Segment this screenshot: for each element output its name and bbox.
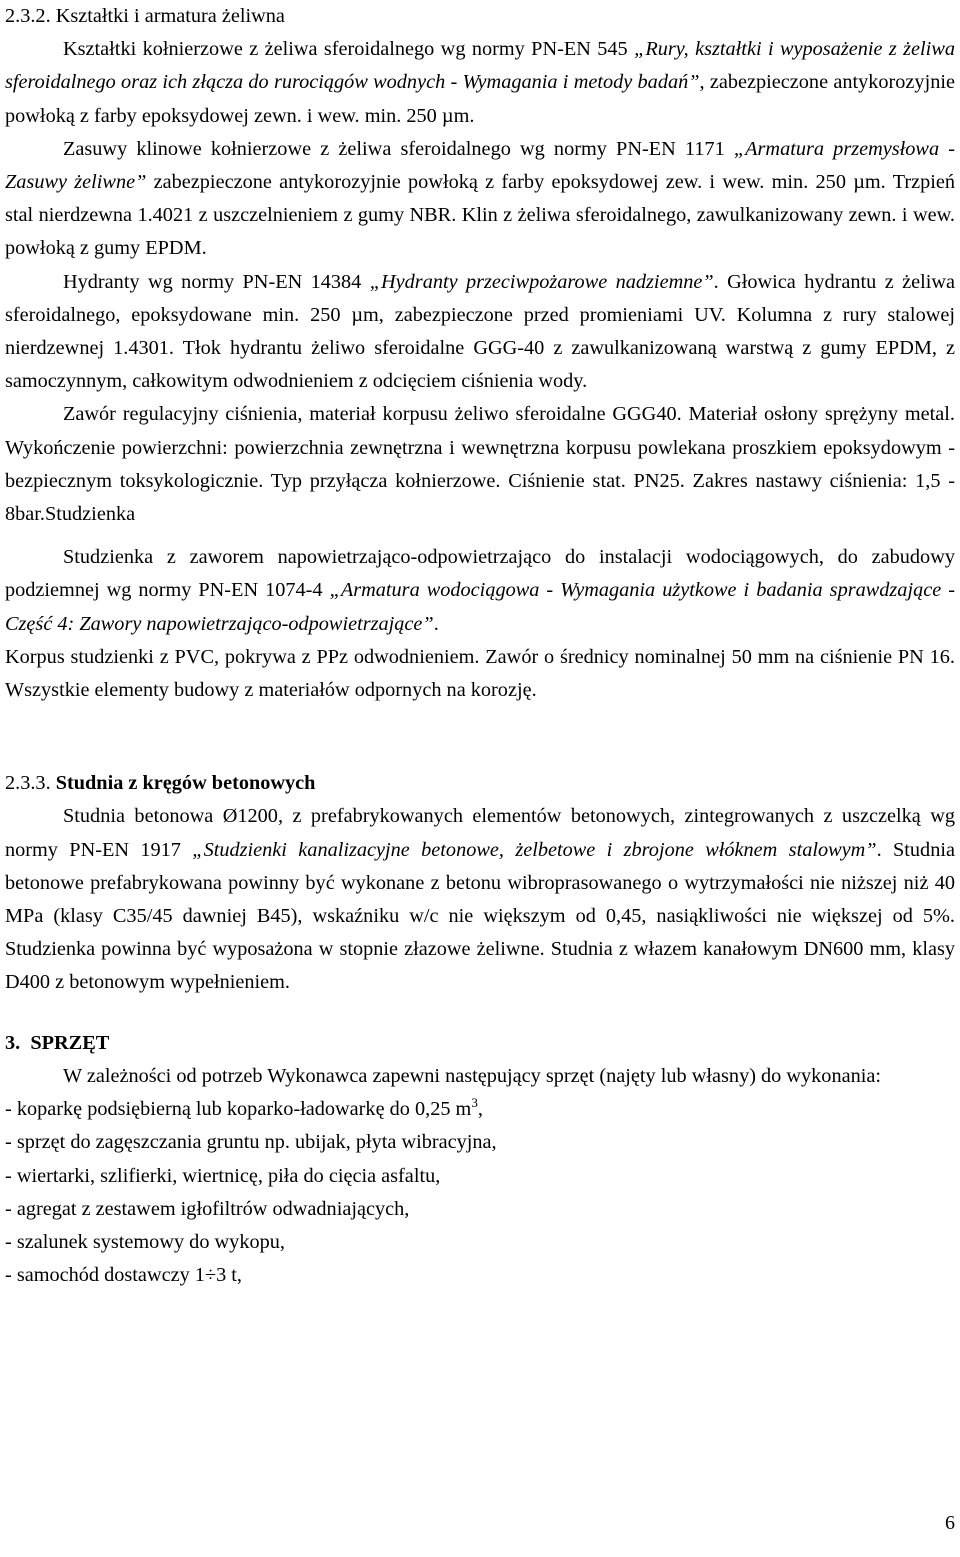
spacer [5,1000,955,1027]
list-item: - samochód dostawczy 1÷3 t, [5,1264,242,1287]
text-run: Zasuwy klinowe kołnierzowe z żeliwa sferoidalnego wg normy PN-EN 1171 [63,137,734,160]
section-number: 3. [5,1031,21,1054]
norm-title: „Armatura przemysłowa - Zasuwy żeliwne” [5,137,955,194]
list-item: - sprzęt do zagęszczania gruntu np. ubijak, płyta wibracyjna, [5,1131,497,1154]
norm-title: „Hydranty przeciwpożarowe nadziemne” [369,270,714,293]
section-title: Studnia z kręgów betonowych [55,772,316,795]
superscript: 3 [471,1095,478,1111]
paragraph-chamber [5,541,955,641]
section-number: 2.3.3. [5,772,51,795]
paragraph-pressure-valve: Zawór regulacyjny ciśnienia, materiał korpusu żeliwo sferoidalne GGG40. Materiał osłony sprężyny metal. Wykończenie powierzchni: powierzchnia zewnętrzna i wewnętrzna korpusu powlekana proszkiem epoksydowym - bezpiecznym toksykologicznie. Typ przyłącza kołnierzowe. Ciśnienie stat. PN25. Zakres nastawy ciśnienia: 1,5 - 8bar.Studzienka [5,403,955,526]
text-run: Kształtki kołnierzowe z żeliwa sferoidalnego wg normy PN-EN 545 [63,38,635,61]
text-run: zabezpieczone antykorozyjnie powłoką z farby epoksydowej zew. i wew. min. 250 µm. Trzpień stal nierdzewna 1.4021 z uszczelnieniem z gumy NBR. Klin z żeliwa sferoidalnego, zawulkanizowany zewn. i wew. powłoką z gumy EPDM. [5,171,956,260]
list-item [5,1093,955,1126]
paragraph-fittings [5,33,955,133]
paragraph-chamber-body: Korpus studzienki z PVC, pokrywa z PPz odwodnieniem. Zawór o średnicy nominalnej 50 mm na ciśnienie PN 16. Wszystkie elementy budowy z materiałów odpornych na korozję. [5,645,955,702]
section-heading-3 [5,1027,955,1060]
equipment-list [5,1093,955,1292]
text-run: . Studnia betonowe prefabrykowana powinny być wykonane z betonu wibroprasowanego o wytrzymałości nie niższej niż 40 MPa (klasy C35/45 dawniej B45), wskaźniku w/c nie większym od 0,45, nasiąkliwości nie większej od 5%. Studzienka powinna być wyposażona w stopnie złazowe żeliwne. Studnia z włazem kanałowym DN600 mm, klasy D400 z betonowym wypełnieniem. [5,838,955,994]
text-run: - koparkę podsiębierną lub koparko-ładowarkę do 0,25 m [5,1098,472,1121]
paragraph-hydrants [5,266,955,399]
norm-title: „Rury, kształtki i wyposażenie z żeliwa sferoidalnego oraz ich złącza do rurociągów wodnych - Wymagania i metody badań” [5,38,955,94]
section-heading-2-3-3 [5,767,955,800]
norm-title: „Studzienki kanalizacyjne betonowe, żelbetowe i zbrojone włóknem stalowym” [192,838,877,861]
list-item: - agregat z zestawem igłofiltrów odwadniających, [5,1197,410,1220]
spacer [5,531,955,541]
text-run: , [477,1098,483,1121]
section-heading-2-3-2 [5,0,955,33]
text-run: Hydranty wg normy PN-EN 14384 [63,270,370,293]
text-run: , zabezpieczone antykorozyjnie powłoką z farby epoksydowej zewn. i wew. min. 250 µm. [5,71,955,127]
list-item: - wiertarki, szlifierki, wiertnicę, piła do cięcia asfaltu, [5,1164,441,1187]
text-run: . [433,612,439,635]
document-page [5,0,955,1292]
text-run: Studzienka z zaworem napowietrzająco-odpowietrzająco do instalacji wodociągowych, do zabudowy podziemnej wg normy PN-EN 1074-4 [5,546,955,602]
spacer [5,707,955,767]
paragraph-valves [5,133,955,266]
paragraph-equipment-intro: W zależności od potrzeb Wykonawca zapewni następujący sprzęt (najęty lub własny) do wykonania: [63,1064,882,1087]
list-item: - szalunek systemowy do wykopu, [5,1230,285,1253]
norm-title: „Armatura wodociągowa - Wymagania użytkowe i badania sprawdzające - Część 4: Zawory napowietrzająco-odpowietrzające” [5,579,955,635]
text-run: . Głowica hydrantu z żeliwa sferoidalnego, epoksydowane min. 250 µm, zabezpieczone przed promieniami UV. Kolumna z rury stalowej nierdzewnej 1.4301. Tłok hydrantu żeliwo sferoidalne GGG-40 z zawulkanizowaną warstwą z gumy EPDM, z samoczynnym, całkowitym odwodnieniem z odcięciem ciśnienia wody. [5,270,956,393]
section-title: Kształtki i armatura żeliwna [55,5,285,27]
text-run: Studnia betonowa Ø1200, z prefabrykowanych elementów betonowych, zintegrowanych z uszczelką wg normy PN-EN 1917 [5,805,955,861]
paragraph-concrete-well [5,800,955,999]
section-title: SPRZĘT [30,1031,110,1054]
section-number: 2.3.2. [5,5,51,27]
page-number: 6 [945,1512,955,1534]
